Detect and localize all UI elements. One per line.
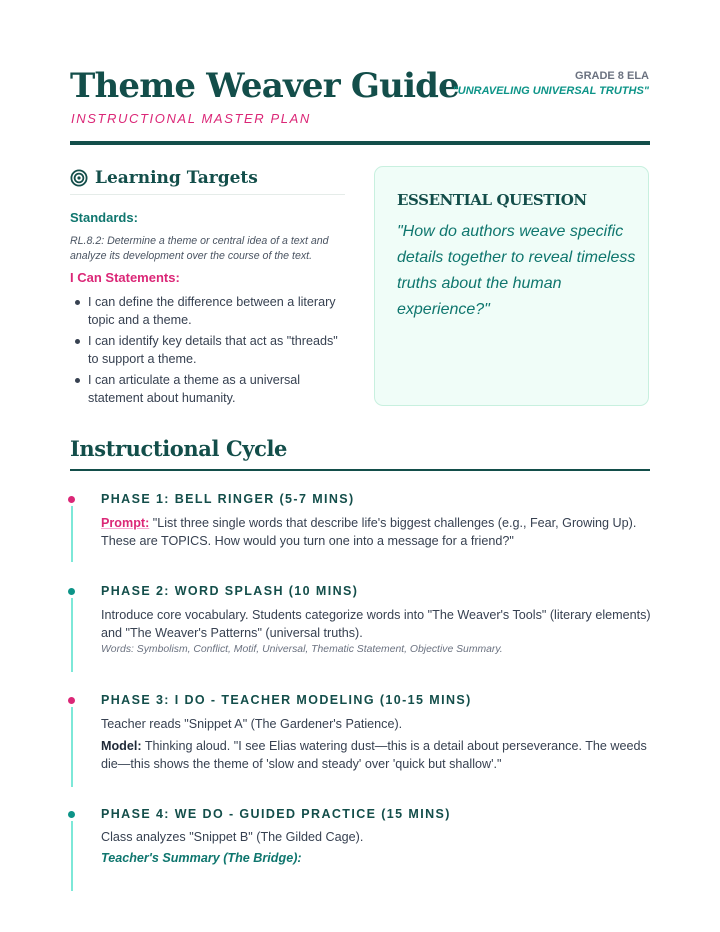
cycle-divider [70,469,650,471]
timeline-dot [68,697,75,704]
page-title: Theme Weaver Guide [70,66,459,106]
essential-question-label: ESSENTIAL QUESTION [397,191,587,209]
essential-question-text: "How do authors weave specific details together to reveal timeless truths about the human experience?" [397,223,636,318]
ican-label: I Can Statements: [70,270,180,285]
prompt-label: Prompt: [101,516,150,530]
phase-model [101,737,651,773]
phase-body: Introduce core vocabulary. Students categorize words into "The Weaver's Tools" (literary elements) and "The Weaver's Patterns" (universal truths). [101,608,651,640]
timeline-line [71,821,73,891]
phase-body: Class analyzes "Snippet B" (The Gilded Cage). [101,830,364,844]
essential-question-card [374,166,649,406]
learning-targets-title: Learning Targets [95,168,258,188]
phase-body: Teacher reads "Snippet A" (The Gardener's Patience). [101,717,403,731]
grade-label: GRADE 8 ELA [575,70,649,82]
ican-list [70,293,350,410]
phase-title: PHASE 1: BELL RINGER (5-7 MINS) [101,492,355,506]
timeline-line [71,598,73,672]
timeline-dot [68,811,75,818]
page-subtitle: INSTRUCTIONAL MASTER PLAN [71,111,311,126]
timeline-dot [68,496,75,503]
timeline-line [71,506,73,562]
standards-label: Standards: [70,210,138,225]
standard-text: RL.8.2: Determine a theme or central idea of a text and analyze its development over the course of the text. [70,235,329,262]
timeline-line [71,707,73,787]
phase-title: PHASE 2: WORD SPLASH (10 MINS) [101,584,359,598]
timeline-dot [68,588,75,595]
unit-label: "UNRAVELING UNIVERSAL TRUTHS" [452,85,649,97]
instructional-cycle-heading: Instructional Cycle [70,436,288,461]
ican-item: I can articulate a theme as a universal statement about humanity. [70,371,350,407]
teacher-summary-label: Teacher's Summary (The Bridge): [101,851,302,865]
prompt-text: "List three single words that describe life's biggest challenges (e.g., Fear, Growing Up). These are TOPICS. How would you turn one into a message for a friend?" [101,516,637,548]
phase-note: Words: Symbolism, Conflict, Motif, Universal, Thematic Statement, Objective Summary. [101,644,503,655]
header-divider [70,141,650,145]
phase-body [101,514,651,550]
phase-title: PHASE 4: WE DO - GUIDED PRACTICE (15 MINS) [101,807,451,821]
phase-title: PHASE 3: I DO - TEACHER MODELING (10-15 MINS) [101,693,472,707]
model-label: Model: [101,739,142,753]
ican-item: I can define the difference between a literary topic and a theme. [70,293,350,329]
target-icon [70,169,88,187]
learning-targets-heading [70,168,345,195]
model-text: Thinking aloud. "I see Elias watering dust—this is a detail about perseverance. The weeds die—this shows the theme of 'slow and steady' over 'quick but shallow'." [101,739,647,771]
ican-item: I can identify key details that act as "threads" to support a theme. [70,332,350,368]
